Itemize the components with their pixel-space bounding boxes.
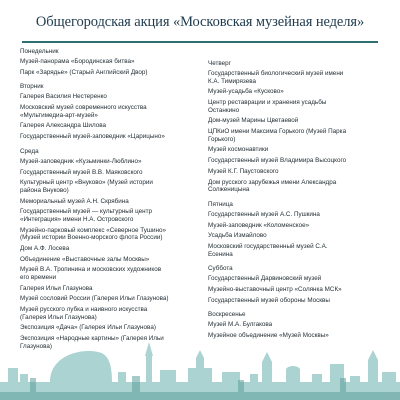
- museum-entry-line: Парк «Зарядье» (Старый Английский Двор): [20, 68, 148, 76]
- museum-entry-line: Государственный музей — культурный центр: [20, 208, 152, 216]
- museum-entry-line: Дом-музей Марины Цветаевой: [208, 117, 299, 125]
- museum-entry-line: Музей М.А. Булгакова: [208, 321, 273, 329]
- museum-entry-line: (Галерея Ильи Глазунова): [20, 313, 97, 321]
- museum-entry-line: Останкино: [208, 106, 240, 114]
- museum-entry-line: Дом русского зарубежья имени Александра: [208, 178, 337, 186]
- museum-entry-line: Горького): [208, 135, 236, 143]
- museum-entry-line: Дом А.Ф. Лосева: [20, 244, 70, 252]
- museum-entry-line: Галерея Александра Шилова: [20, 122, 106, 130]
- day-heading: Суббота: [208, 265, 233, 273]
- museum-entry-line: Экспозиция «Народные картины» (Галерея Ильи: [20, 335, 164, 343]
- museum-entry-line: Музей космонавтики: [208, 146, 269, 154]
- museum-entry-line: «Мультимедиа-арт-музей»: [20, 111, 98, 119]
- museum-entry-line: Музей-заповедник «Кузьминки-Люблино»: [20, 157, 142, 165]
- museum-entry-line: Музей сословий России (Галерея Ильи Глазунова): [20, 295, 169, 303]
- museum-entry-line: Галерея Ильи Глазунова: [20, 284, 93, 292]
- schedule-column-left: [20, 48, 198, 350]
- museum-entry-line: (Музей истории Военно-морского флота России): [20, 234, 163, 242]
- moscow-skyline-illustration: [0, 338, 400, 400]
- museum-entry-line: Государственный Дарвиновский музей: [208, 275, 322, 283]
- museum-entry-line: Объединение «Выставочные залы Москвы»: [20, 255, 150, 263]
- museum-entry-line: ЦПКиО имени Максима Горького (Музей Парка: [208, 128, 347, 136]
- day-heading: Понедельник: [20, 48, 59, 55]
- museum-entry-line: «Интеграция» имени Н.А. Островского: [20, 215, 134, 223]
- museum-entry-line: Культурный центр «Внуково» (Музей истории: [20, 179, 153, 187]
- museum-entry-line: Государственный музей-заповедник «Царицыно»: [20, 133, 165, 141]
- museum-entry-line: Музей В.А. Тропинина и московских художников: [20, 266, 162, 274]
- museum-entry-line: Государственный музей В.В. Маяковского: [20, 168, 143, 176]
- museum-entry-line: Музей русского лубка и наивного искусства: [20, 306, 148, 314]
- museum-entry-line: Солженицына: [208, 186, 250, 194]
- museum-entry-line: Глазунова): [20, 342, 52, 350]
- museum-entry-line: района Внуково): [20, 186, 69, 194]
- museum-entry-line: Музейное объединение «Музей Москвы»: [208, 332, 329, 340]
- museum-entry-line: Мемориальный музей А.Н. Скрябина: [20, 197, 129, 205]
- museum-entry-line: Есенина: [208, 250, 233, 258]
- museum-entry-line: Московский музей современного искусства: [20, 104, 147, 112]
- day-heading: Четверг: [208, 60, 231, 67]
- museum-entry-line: Музейно-выставочный центр «Солянка МСК»: [208, 285, 342, 293]
- museum-entry-line: Московский государственный музей С.А.: [208, 243, 328, 250]
- museum-entry-line: Усадьба Измайлово: [208, 232, 267, 240]
- museum-entry-line: Музей-усадьба «Кусково»: [208, 88, 284, 96]
- day-heading: Среда: [20, 147, 39, 155]
- day-heading: Воскресенье: [208, 311, 246, 319]
- museum-entry-line: Галерея Василия Нестеренко: [20, 93, 107, 101]
- museum-entry-line: Государственный музей Владимира Высоцкого: [208, 157, 347, 165]
- museum-entry-line: Музей-панорама «Бородинская битва»: [20, 58, 135, 66]
- museum-entry-line: Государственный музей обороны Москвы: [208, 296, 330, 304]
- page-title: Общегородская акция «Московская музейная неделя»: [35, 14, 365, 30]
- title-divider: [22, 41, 378, 43]
- museum-entry-line: Центр реставрации и хранения усадьбы: [208, 99, 327, 107]
- museum-entry-line: Музейно-парковый комплекс «Северное Тушино»: [20, 226, 166, 234]
- museum-entry-line: его времени: [20, 273, 57, 281]
- schedule-column-right: [208, 60, 386, 340]
- museum-entry-line: Экспозиция «Дача» (Галерея Ильи Глазунова): [20, 324, 156, 332]
- museum-entry-line: Музей-заповедник «Коломенское»: [208, 221, 310, 229]
- day-heading: Пятница: [208, 200, 233, 208]
- museum-entry-line: Государственный биологический музей имени: [208, 70, 344, 78]
- day-heading: Вторник: [20, 83, 44, 91]
- museum-entry-line: Музей К.Г. Паустовского: [208, 167, 279, 175]
- museum-entry-line: Государственный музей А.С. Пушкина: [208, 210, 320, 218]
- museum-entry-line: К.А. Тимирязева: [208, 77, 256, 85]
